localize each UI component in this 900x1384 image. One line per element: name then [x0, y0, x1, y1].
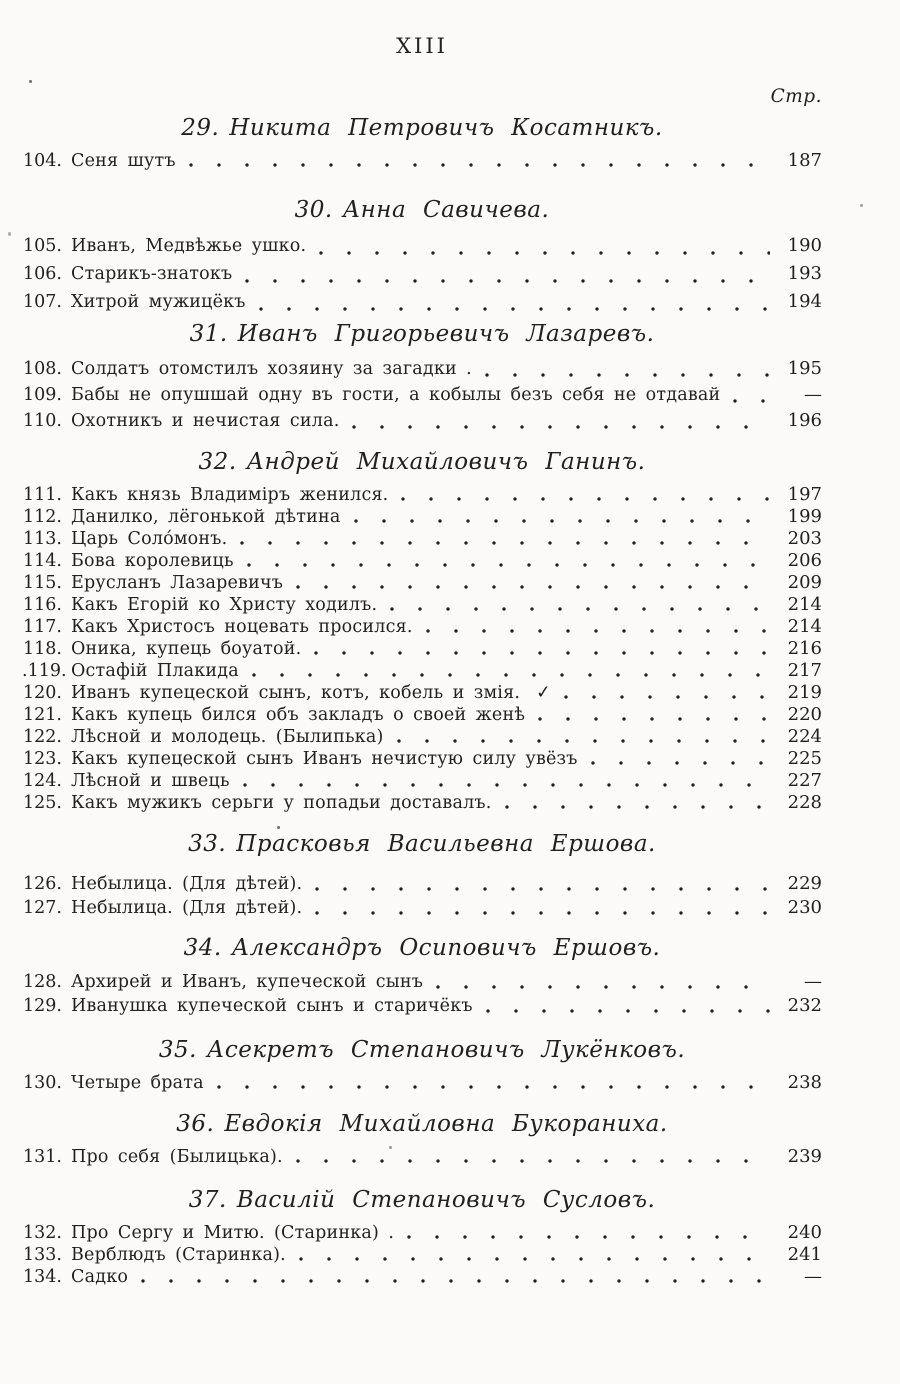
entry-title: Бова королевиць: [71, 551, 234, 571]
section-title: Евдокiя Михайловна Букораниха.: [224, 1111, 668, 1137]
entry-page-number: 196: [787, 410, 822, 431]
scan-artifact-dot: [29, 80, 32, 83]
toc-section: [22, 320, 822, 434]
toc-section: [22, 448, 822, 814]
toc-entry: [22, 528, 822, 550]
toc-entry: [22, 1146, 822, 1168]
entry-page-number: 225: [787, 748, 822, 769]
entry-title: Иванъ купецеской сынъ, котъ, кобель и змiя.: [71, 683, 521, 703]
entry-page-number: 214: [787, 616, 822, 637]
entry-page-number: 214: [787, 594, 822, 615]
leader-dots: [485, 372, 770, 378]
entry-number: 111.: [23, 485, 62, 505]
section-entries: [22, 1146, 822, 1168]
entry-title: Охотникъ и нечистая сила.: [71, 411, 340, 431]
leader-dots: [245, 278, 770, 284]
entry-page-number: 190: [787, 235, 822, 256]
toc-entry: [22, 970, 822, 994]
toc-main: [22, 114, 822, 1288]
section-entries: [22, 1222, 822, 1288]
toc-section: [22, 196, 822, 316]
entry-page-number: 199: [787, 506, 822, 527]
leader-dots: [401, 496, 770, 502]
entry-number: .119.: [22, 661, 67, 681]
entry-title: Старикъ-знатокъ: [71, 264, 233, 284]
toc-entry: [22, 1072, 822, 1094]
toc-entry: [22, 382, 822, 408]
toc-section: [22, 1110, 822, 1168]
toc-entry: [22, 1266, 822, 1288]
toc-entry: [22, 260, 822, 288]
entry-title: Царь Соло́монъ.: [71, 529, 228, 549]
leader-dots: [426, 628, 770, 634]
scan-artifact-dot: [8, 232, 11, 236]
entry-number: 131.: [23, 1147, 62, 1167]
entry-title: Про себя (Былицька).: [71, 1147, 283, 1167]
entry-title: Какъ мужикъ серьги у попадьи доставалъ.: [71, 793, 492, 813]
entry-title: Оника, купець боуатой.: [71, 639, 302, 659]
section-title: Андрей Михайловичъ Ганинъ.: [246, 449, 646, 475]
entry-page-number: 187: [787, 150, 822, 171]
section-heading: [22, 114, 822, 142]
toc-entry: [22, 408, 822, 434]
scan-artifact-dot: [860, 204, 863, 207]
toc-entry: [22, 232, 822, 260]
section-title: Анна Савичева.: [342, 197, 550, 223]
entry-number: 106.: [23, 264, 62, 284]
toc-entry: [22, 616, 822, 638]
entry-title: Остафiй Плакида: [71, 661, 239, 681]
section-title: Александръ Осиповичъ Ершовъ.: [231, 935, 661, 961]
toc-entry: [22, 896, 822, 920]
entry-title: Про Сергу и Митю. (Старинка) .: [71, 1223, 395, 1243]
section-entries: [22, 1072, 822, 1094]
entry-title: Какъ купецеской сынъ Иванъ нечистую силу увёзъ: [71, 749, 578, 769]
section-heading: [22, 448, 822, 476]
entry-page-number: 195: [787, 358, 822, 379]
entry-page-number: —: [804, 971, 822, 992]
toc-entry: [22, 704, 822, 726]
page-column-header: Стр.: [770, 86, 822, 107]
leader-dots: [217, 1084, 770, 1090]
entry-number: 122.: [23, 727, 62, 747]
entry-page-number: 197: [787, 484, 822, 505]
toc-entry: [22, 726, 822, 748]
toc-entry: [22, 594, 822, 616]
section-number: 35.: [158, 1037, 197, 1063]
entry-page-number: 232: [787, 995, 822, 1016]
section-title: Иванъ Григорьевичъ Лазаревъ.: [237, 321, 655, 347]
section-number: 34.: [183, 935, 222, 961]
entry-title: Лѣсной и молодець. (Былипька): [71, 727, 384, 747]
scan-artifact-dot: [389, 1146, 392, 1149]
leader-dots: [486, 1008, 770, 1014]
entry-number: 115.: [23, 573, 62, 593]
section-title: Никита Петровичъ Косатникъ.: [229, 115, 663, 141]
leader-dots: [189, 162, 770, 168]
entry-number: 134.: [23, 1267, 62, 1287]
entry-page-number: 220: [787, 704, 822, 725]
toc-entry: [22, 994, 822, 1018]
entry-title: Сеня шутъ: [71, 151, 176, 171]
entry-page-number: 203: [787, 528, 822, 549]
entry-title: Бабы не опушшай одну въ гости, а кобылы безъ себя не отдавай: [71, 385, 721, 405]
toc-entry: [22, 150, 822, 172]
section-heading: [22, 320, 822, 348]
entry-number: 114.: [23, 551, 62, 571]
section-number: 30.: [294, 197, 333, 223]
section-heading: [22, 1036, 822, 1064]
toc-entry: [22, 1222, 822, 1244]
leader-dots: [319, 250, 770, 256]
toc-section: [22, 1036, 822, 1094]
entry-page-number: 238: [787, 1072, 822, 1093]
entry-title: Садко: [71, 1267, 129, 1287]
leader-dots: [314, 650, 770, 656]
entry-page-number: —: [804, 384, 822, 405]
entry-number: 129.: [23, 996, 62, 1016]
section-title: Асекретъ Степановичъ Лукёнковъ.: [206, 1037, 686, 1063]
toc-section: [22, 934, 822, 1018]
entry-number: 130.: [23, 1073, 62, 1093]
entry-page-number: 194: [787, 291, 822, 312]
entry-page-number: 209: [787, 572, 822, 593]
entry-number: 125.: [23, 793, 62, 813]
leader-dots: [436, 984, 770, 990]
entry-page-number: 217: [787, 660, 822, 681]
leader-dots: [564, 694, 770, 700]
toc-entry: [22, 748, 822, 770]
entry-number: 123.: [23, 749, 62, 769]
section-entries: [22, 484, 822, 814]
toc-entry: [22, 356, 822, 382]
section-number: 29.: [181, 115, 220, 141]
leader-dots: [407, 1234, 770, 1240]
toc-section: [22, 1186, 822, 1288]
entry-number: 108.: [23, 359, 62, 379]
entry-number: 107.: [23, 292, 62, 312]
entry-title: Иванъ, Медвѣжье ушко.: [71, 236, 307, 256]
entry-title: Данилко, лёгонькой дѣтина: [71, 507, 341, 527]
entry-title: Какъ князь Владимiръ женился.: [71, 485, 389, 505]
toc-entry: [22, 792, 822, 814]
entry-title: Небылица. (Для дѣтей).: [71, 898, 303, 918]
entry-page-number: —: [804, 1266, 822, 1287]
leader-dots: [141, 1278, 770, 1284]
toc-entry: [22, 550, 822, 572]
entry-number: 121.: [23, 705, 62, 725]
leader-dots: [296, 1158, 770, 1164]
section-heading: [22, 196, 822, 224]
section-heading: [22, 830, 822, 858]
section-entries: [22, 150, 822, 172]
scan-artifact-dot: [277, 826, 280, 829]
entry-page-number: 224: [787, 726, 822, 747]
toc-entry: [22, 484, 822, 506]
section-entries: [22, 232, 822, 316]
handwritten-check-icon: ✓: [535, 681, 552, 704]
entry-page-number: 240: [787, 1222, 822, 1243]
entry-number: 105.: [23, 236, 62, 256]
entry-number: 128.: [23, 972, 62, 992]
section-heading: [22, 934, 822, 962]
leader-dots: [299, 1256, 770, 1262]
entry-title: Солдатъ отомстилъ хозяину за загадки .: [71, 359, 472, 379]
entry-page-number: 229: [787, 873, 822, 894]
entry-title: Лѣсной и швець: [71, 771, 230, 791]
entry-title: Иванушка купеческой сынъ и старичёкъ: [71, 996, 473, 1016]
entry-number: 132.: [23, 1223, 62, 1243]
leader-dots: [390, 606, 770, 612]
entry-number: 113.: [23, 529, 62, 549]
toc-entry: [22, 1244, 822, 1266]
entry-number: 116.: [23, 595, 62, 615]
entry-title: Четыре брата: [71, 1073, 204, 1093]
section-heading: [22, 1186, 822, 1214]
entry-page-number: 193: [787, 263, 822, 284]
leader-dots: [591, 760, 770, 766]
entry-number: 124.: [23, 771, 62, 791]
entry-page-number: 216: [787, 638, 822, 659]
section-number: 31.: [189, 321, 228, 347]
page-folio: XIII: [396, 34, 448, 58]
entry-number: 133.: [23, 1245, 62, 1265]
toc-entry: [22, 872, 822, 896]
toc-entry: [22, 682, 822, 704]
entry-title: Какъ Христосъ ноцевать просился.: [71, 617, 413, 637]
section-number: 37.: [188, 1187, 227, 1213]
toc-section: [22, 830, 822, 920]
entry-page-number: 228: [787, 792, 822, 813]
entry-page-number: 230: [787, 897, 822, 918]
entry-page-number: 219: [787, 682, 822, 703]
entry-title: Верблюдъ (Старинка).: [71, 1245, 286, 1265]
toc-section: [22, 114, 822, 172]
leader-dots: [243, 782, 770, 788]
leader-dots: [352, 424, 770, 430]
section-number: 33.: [188, 831, 227, 857]
leader-dots: [240, 540, 770, 546]
section-title: Василiй Степановичъ Сусловъ.: [236, 1187, 656, 1213]
leader-dots: [538, 716, 770, 722]
toc-entry: [22, 572, 822, 594]
entry-number: 127.: [23, 898, 62, 918]
toc-entry: [22, 770, 822, 792]
section-heading: [22, 1110, 822, 1138]
leader-dots: [296, 584, 770, 590]
leader-dots: [397, 738, 770, 744]
entry-number: 117.: [23, 617, 62, 637]
leader-dots: [733, 398, 770, 404]
entry-title: Архирей и Иванъ, купеческой сынъ: [71, 972, 424, 992]
entry-page-number: 241: [787, 1244, 822, 1265]
entry-title: Ерусланъ Лазаревичъ: [71, 573, 284, 593]
entry-number: 118.: [23, 639, 62, 659]
entry-page-number: 206: [787, 550, 822, 571]
section-entries: [22, 970, 822, 1018]
leader-dots: [505, 804, 770, 810]
entry-title: Какъ купець бился объ закладъ о своей женѣ: [71, 705, 526, 725]
entry-number: 126.: [23, 874, 62, 894]
toc-entry: [22, 288, 822, 316]
entry-page-number: 239: [787, 1146, 822, 1167]
section-entries: [22, 356, 822, 434]
toc-entry: [22, 638, 822, 660]
section-number: 32.: [198, 449, 237, 475]
entry-number: 112.: [23, 507, 62, 527]
toc-entry: [22, 506, 822, 528]
toc-entry: [22, 660, 822, 682]
entry-number: 120.: [23, 683, 62, 703]
entry-number: 109.: [23, 385, 62, 405]
entry-page-number: 227: [787, 770, 822, 791]
entry-number: 104.: [23, 151, 62, 171]
entry-title: Какъ Егорiй ко Христу ходилъ.: [71, 595, 378, 615]
entry-number: 110.: [23, 411, 62, 431]
leader-dots: [315, 886, 770, 892]
section-title: Прасковья Васильевна Ершова.: [236, 831, 656, 857]
entry-title: Хитрой мужицёкъ: [71, 292, 246, 312]
section-number: 36.: [176, 1111, 215, 1137]
leader-dots: [354, 518, 770, 524]
entry-title: Небылица. (Для дѣтей).: [71, 874, 303, 894]
leader-dots: [247, 562, 770, 568]
leader-dots: [259, 306, 770, 312]
leader-dots: [315, 910, 770, 916]
section-entries: [22, 872, 822, 920]
leader-dots: [252, 672, 770, 678]
